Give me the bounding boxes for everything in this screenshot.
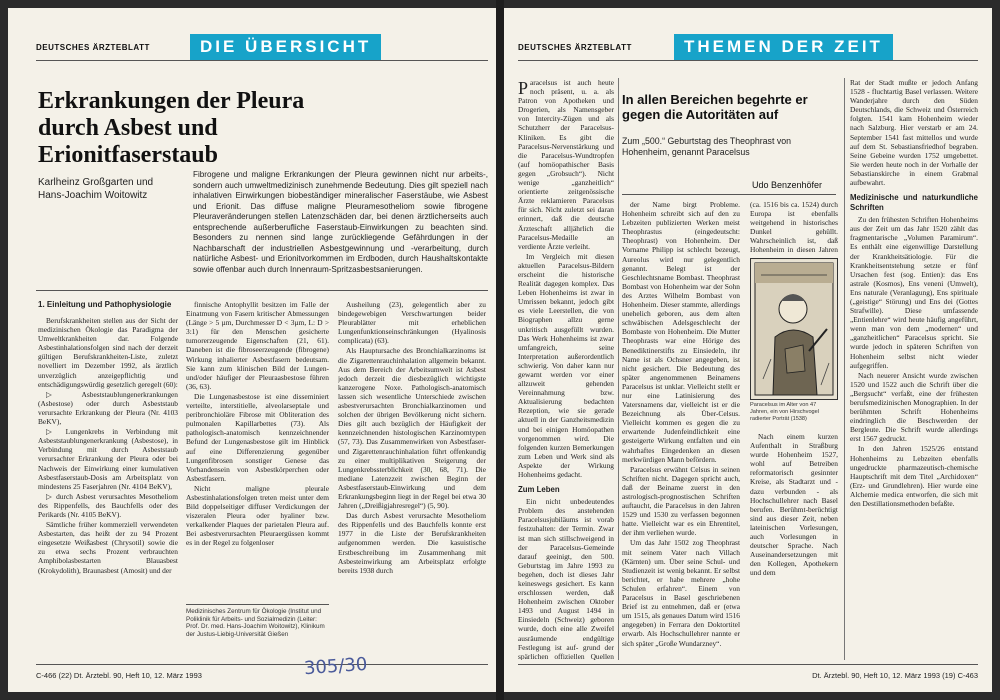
body-column-3 bbox=[338, 300, 486, 660]
body-paragraph: Das durch Asbest verursachte Mesotheliom des Rippenfells und des Bauchfells konnte erst 1977 in die Liste der Berufskrankheiten aufgenommen werden. Die kasuistische Erstbeschreibung im Zusammenhang mit Asbesteinwirkung am Arbeitsplatz erfolgte bereits 1938 durch bbox=[338, 511, 486, 575]
body-column-4 bbox=[850, 78, 978, 660]
section-banner: THEMEN DER ZEIT bbox=[674, 34, 893, 60]
portrait-illustration bbox=[751, 259, 837, 399]
body-column-2 bbox=[186, 300, 329, 598]
article-abstract: Fibrogene und maligne Erkrankungen der Pleura gewinnen nicht nur arbeits-, sondern auch umweltmedizinisch zunehmende Bedeutung. Dies gilt speziell nach inhalativen Einwirkungen biobeständiger mineralischer Faserstäube, wie Asbest und Erionit. Das diffuse maligne Pleuramesotheliom sowie fibrogene Pleuraveränderungen stellen Latenzschäden dar, bei denen ärztlicherseits auch entsprechende außerberufliche Faserstaub-Einwirkungen zu beachten sind. Besonders zu nennen sind lange zurückliegende Gefährdungen in der Nachbarschaft der industriellen Asbestgewinnung und -verarbeitung, durch natürliche Asbest- und Erionitvorkommen im Erdboden, durch Haushaltskontakte sowie offenbar auch durch Innenraum-Spritzasbestsanierungen. bbox=[193, 170, 488, 274]
body-column-2 bbox=[622, 200, 740, 660]
body-paragraph: Paracelsus erwähnt Celsus in seinen Schriften nicht. Dagegen spricht auch, daß der Beiname zuerst in den astrologisch-prognostischen Schriften auftaucht, die Paracelsus in den Jahren 1529 und 1530 zu verfassen begonnen hatte. Vielleicht war es ein Ehrentitel, der ihm verliehen wurde. bbox=[622, 464, 740, 538]
author-line: Hans-Joachim Woitowitz bbox=[38, 190, 148, 201]
page-gutter bbox=[496, 0, 504, 700]
body-paragraph: Ein nicht unbedeutendes Problem des anstehenden Paracelsusjubiläums ist vorab festzuhalten: der Termin. Zwar ist man sich stillschweigend in der Paracelsus-Gemeinde darauf geeinigt, den 500. Geburtstag im Jahre 1993 zu begehen, doch ist dieses Jahr keineswegs gesichert. Es kann erschlossen werden, daß Hohenheim zwischen Oktober 1493 und August 1494 in Einsiedeln (Schweiz) geboren wurde, doch eine alle Zweifel ausräumende endgültige Festlegung ist auf- grund der spärlichen offiziellen Quellen bbox=[518, 497, 614, 660]
body-paragraph: finnische Antophyllit besitzen im Falle der Einatmung von Fasern kritischer Abmessungen (Länge > 5 µm, Durchmesser D < 3µm, L: D > 3:1) für den Menschen gesicherte tumorerzeugende Eigenschaften (21, 61). Daneben ist die fibroseerzeugende (fibrogene) Wirkung inhalierter Asbestfasern bedeutsam. Sie kann zum klinischen Bild der Lungen- und/oder häufiger der Pleuraasbestose führen (36, 63). bbox=[186, 300, 329, 391]
body-paragraph: Rat der Stadt mußte er jedoch Anfang 1528 - fluchtartig Basel verlassen. Weitere Wanderjahre durch den Süden Deutschlands, die Schweiz und Österreich folgten. 1541 kam Hohenheim wieder nach Salzburg. Hier verstarb er am 24. September 1541 fast mittellos und wurde auf dem St. Sebastiansfriedhof begraben. Seine Gebeine wurden 1752 umgebettet. Sie werden heute noch in der Vorhalle der Sebastianskirche in einem Grabmal aufbewahrt. bbox=[850, 78, 978, 188]
body-paragraph: Berufskrankheiten stellen aus der Sicht der medizinischen Ökologie das Paradigma der Umweltkrankheiten dar. Folgende Asbestinhalationsfolgen sind nach der derzeit gültigen Berufskrankheiten-Liste, zuletzt novelliert im Dezember 1992, als ärztlich unverzüglich anzeigepflichtig und entschädigungswürdig gesetzlich geregelt (60): bbox=[38, 316, 178, 389]
footer-rule bbox=[518, 664, 978, 665]
column-divider bbox=[618, 78, 619, 660]
page-footer: Dt. Ärztebl. 90, Heft 10, 12. März 1993 (19) C-463 bbox=[812, 671, 978, 680]
header-rule bbox=[518, 60, 978, 61]
left-page bbox=[8, 8, 496, 692]
journal-name: DEUTSCHES ÄRZTEBLATT bbox=[518, 43, 632, 52]
body-paragraph: Als Hauptursache des Bronchialkarzinoms ist die Zigarettenrauchinhalation allgemein bekannt. Aus dem Bereich der Arbeitsumwelt ist Asbest jedoch derzeit die diesbezüglich wichtigste kanzerogene Noxe. Pathologisch-anatomisch lassen sich wesentliche Unterschiede zwischen asbestverursachten Bronchialkarzinomen und solchen der übrigen Bevölkerung nicht sichern. Dies gilt auch bezüglich der Häufigkeit der kennzeichnenden histologischen Karzinomtypen (57, 73). Das Zusammenwirken von Asbestfaser- und Zigarettenrauchinhalation führt offenkundig zu einer multiplikativen Steigerung der Lungenkrebssterblichkeit (30, 68, 71). Die mediane Latenzzeit zwischen Beginn der Asbestfaserstaub-Einwirkung und dem Erkrankungsbeginn liegt in der Regel bei etwa 30 Jahren („Dreißigjahresregel“) (5, 90). bbox=[338, 346, 486, 511]
section-banner: DIE ÜBERSICHT bbox=[190, 34, 381, 60]
paracelsus-portrait-image bbox=[750, 258, 838, 400]
article-author: Udo Benzenhöfer bbox=[752, 180, 823, 190]
body-paragraph: Im Vergleich mit diesen aktuellen Paracelsus-Bildern erscheint die historische Realität dagegen komplex. Das Leben Hohenheims ist zwar in Umrissen bekannt, jedoch gibt es viele Leerstellen, die von Biographen allzu gerne unkritisch ausgefüllt wurden. Das Werk Hohenheims ist zwar umfangreich, seine Interpretation außerordentlich schwierig. Von daher kann nur gewarnt werden vor einer allzuweit gehenden Vereinnahmung bzw. Aktualisierung bedachten Rezeption, wie sie gerade aktuell in der Ganzheitsmedizin und bei einigen Homöopathen vorgenommen wird. Die folgenden kurzen Bemerkungen zum Leben und Werk sind als Aspekte der Wirkung Hohenheims gedacht. bbox=[518, 251, 614, 480]
section-heading: Zum Leben bbox=[518, 485, 560, 495]
journal-name: DEUTSCHES ÄRZTEBLATT bbox=[36, 43, 150, 52]
paragraph-text: aracelsus ist auch heute noch präsent, u. a. als Patron von Apotheken und Drogerien, als Namensgeber von Intercity-Zügen und als Schutzherr der Paracelsus-Kliniken. Es gibt die Paracelsus-Nervenstärkung und die Paracelsus-Wundtropfen (auf homöopathischer Basis gegen „Grobsuch“). Nicht wenige „ganzheitlich“ orientierte zeitgenössische Ärzte reklamieren Paracelsus für sich. Nicht zuletzt sei daran erinnert, daß die deutsche Ärzteschaft alljährlich die Paracelsus-Medaille an verdiente Ärzte verleiht. bbox=[518, 78, 614, 251]
body-paragraph: Nach neuerer Ansicht wurde zwischen 1520 und 1522 auch die Schrift über die „Bergsucht“ verfaßt, eine der frühesten berufsmedizinischen Monographien. In der berühmten Schrift Hohenheims eindringlich die Beschwerden der Bergleute. Die Schrift wurde allerdings erst 1567 gedruckt. bbox=[850, 370, 978, 444]
footnote-rule bbox=[186, 604, 329, 605]
body-paragraph: Sämtliche früher kommerziell verwendeten Asbestarten, das heißt der zu 94 Prozent eingesetzte Weißasbest (Chrysotil) sowie die zu etwa sechs Prozent verbrauchten Amphibolasbestarten Blauasbest (Krokydolith), Braunasbest (Amosit) und der bbox=[38, 520, 178, 575]
author-affiliation: Medizinisches Zentrum für Ökologie (Institut und Poliklinik für Arbeits- und Sozialmedizin (Leiter: Prof. Dr. med. Hans-Joachim Woitowitz), Klinikum der Justus-Liebig-Universität Gießen bbox=[186, 608, 325, 638]
abstract-rule bbox=[36, 290, 488, 291]
drop-cap: P bbox=[518, 78, 529, 98]
body-column-1 bbox=[518, 78, 614, 660]
article-authors bbox=[38, 176, 188, 202]
body-paragraph: (ca. 1516 bis ca. 1524) durch Europa ist ebenfalls weitgehend in historisches Dunkel gehüllt. Wahrscheinlich ist, daß Hohenheim in diesen Jahren bbox=[750, 200, 838, 255]
header-rule bbox=[36, 60, 488, 61]
body-paragraph: Ausheilung (23), gelegentlich aber zu bindegewebigen Verschwartungen beider Pleurablätter mit erheblichen Lungenfunktionseinschränkungen (Hyalinosis complicata) (63). bbox=[338, 300, 486, 346]
body-paragraph: Um das Jahr 1502 zog Theophrast mit seinem Vater nach Villach (Kärnten) um. Über seine Schul- und Studienzeit ist wenig bekannt. Er selbst berichtet, er habe mehrere „hohe Schulen erfahren“. Einem von Paracelsus in Basel geschriebenen Brief ist zu entnehmen, daß er (etwa um 1515, als genaues Datum wird 1516 angegeben) in Ferrara den Doktortitel erwarb. Als Hochschullehrer nannte er sich später „Große Wundarzney“. bbox=[622, 538, 740, 648]
body-paragraph: Die Lungenasbestose ist eine disseminiert verteilte, interstitielle, alveolarseptale und peribronchioläre Fibrose mit Obliteration des pulmonalen Kapillarbettes (73). Als pathologisch-anatomisch kennzeichnender Befund der Lungenasbestose gilt im Hinblick auf eine Differenzierung gegenüber Lungenfibrosen sonstiger Genese das Vorhandensein von Asbestkörperchen oder Asbestfasern. bbox=[186, 391, 329, 483]
column-divider bbox=[844, 78, 845, 660]
body-column-1 bbox=[38, 300, 178, 660]
body-paragraph bbox=[518, 78, 614, 251]
byline-rule bbox=[622, 194, 836, 195]
body-paragraph: ▷ durch Asbest verursachtes Mesotheliom des Rippenfells, des Bauchfells oder des Perikards (Nr. 4105 BeKV). bbox=[38, 491, 178, 519]
right-page bbox=[504, 8, 992, 692]
author-line: Karlheinz Großgarten und bbox=[38, 177, 154, 188]
article-headline: In allen Bereichen begehrte er gegen die Autoritäten auf bbox=[622, 92, 808, 122]
page-footer: C-466 (22) Dt. Ärztebl. 90, Heft 10, 12. März 1993 bbox=[36, 671, 202, 680]
body-paragraph: der Name birgt Probleme. Hohenheim schreibt sich auf den zu Lebzeiten publizierten Werken meist Theophrastus (eingedeutscht: Theophrast) von Hohenheim. Der Vorname Philipp ist schlecht bezeugt, Aureolus wird nur gelegentlich genannt. Belegt ist der Geschlechtsname Bombast. Theophrast Bombast von Hohenheim war der Sohn des Arztes Wilhelm Bombast von Hohenheim. Dieser stammte, allerdings unehelich geboren, aus dem alten schwäbischen Adelsgeschlecht der Bombaste von Hohenheim. Die Mutter Theophrasts war eine Hörige des Benediktinerstifts zu Einsiedeln, ihr Name ist als Ochsner angegeben, ist nicht gesichert. Die Bedeutung des später angenommenen Beinamens Paracelsus ist unklar. Vielleicht stellt er nur eine Latinisierung des Vatersnamens dar, vielleicht ist er die Bezeichnung als Über-Celsus. Vielleicht kommen es gegen die zu erwartende Judenfeindlichkeit eine gesteigerte Wirkung entfalten und ein wahrhaftes Eingedenken an diesen merkwürdigen Mann befördern. bbox=[622, 200, 740, 464]
portrait-caption: Paracelsus im Alter von 47 Jahren, ein von Hirschvogel radierter Porträt (1538) bbox=[750, 402, 820, 422]
body-paragraph: ▷ Lungenkrebs in Verbindung mit Asbeststaublungenerkrankung (Asbestose), in Verbindung mit durch Asbeststaub verursachter Erkrankung der Pleura oder bei Nachweis der Einwirkung einer kumulativen Asbestfaserstaub-Dosis am Arbeitsplatz von mindestens 25 Faserjahren (Nr. 4104 BeKV), bbox=[38, 427, 178, 491]
footer-rule bbox=[36, 664, 488, 665]
body-paragraph: Zu den frühesten Schriften Hohenheims aus der Zeit um das Jahr 1520 zählt das fragmentarische „Volumen Paramirum“. Es enthält eine eigenwillige Darstellung der Krankheitsätiologie. Für die Krankheitsentstehung setzte er fünf Ursachen fest (sog. Entien): das Ens astrale (Kosmos), Ens veneni (Umwelt), Ens naturale (Veranlagung), Ens spirituale („geistige“ Störung) und Ens dei (Gottes Strafwille). Diese umfassende „Entienlehre“ wird heute häufig angeführt, wenn man von dem „modernen“ und „ganzheitlichen“ Paracelsus spricht. Sie wurde jedoch in späteren Schriften von Hohenheim selbst nicht wieder aufgegriffen. bbox=[850, 215, 978, 370]
section-heading: 1. Einleitung und Pathophysiologie bbox=[38, 300, 172, 309]
article-subheadline: Zum „500.“ Geburtstag des Theophrast von Hohenheim, genannt Paracelsus bbox=[622, 136, 792, 157]
body-paragraph: Nach einem kurzen Aufenthalt in Straßburg wurde Hohenheim 1527, wohl auf Betreiben reformatorisch gesinnter Kreise, als Stadtarzt und - dazu verbunden - als Hochschullehrer nach Basel berufen. Berühmt-berüchtigt sind aus dieser Zeit, neben lateinischen Vorlesungen, auch Vorlesungen in deutscher Sprache. Nach Auseinandersetzungen mit den Kollegen, Apothekern und dem bbox=[750, 432, 838, 578]
body-paragraph: ▷ Asbeststaublungenerkrankungen (Asbestose) oder durch Asbeststaub verursachte Erkrankung der Pleura (Nr. 4103 BeKV), bbox=[38, 389, 178, 427]
body-column-3-top bbox=[750, 200, 838, 256]
section-heading: Medizinische und naturkundliche Schriften bbox=[850, 193, 978, 213]
body-column-3 bbox=[750, 432, 838, 660]
body-paragraph: In den Jahren 1525/26 entstand Hohenheims zu Lebzeiten ebenfalls ungedruckte pharmazeutisch-chemische Hauptschrift mit dem Titel „Archidoxen“ (Erz- und Grundlehren). Hier wurde eine Alchemie medica entworfen, die sich mit den Destillationsmethoden befaßte. bbox=[850, 444, 978, 509]
body-paragraph: Nicht maligne pleurale Asbestinhalationsfolgen treten meist unter dem Bild doppelseitiger diffuser Verdickungen der viszeralen Pleura oder hyaliner bzw. verkalkender Plaques der parietalen Pleura auf. Bei asbestverursachten Pleuraergüssen kommt es in der Regel zu folgenloser bbox=[186, 483, 329, 548]
handwritten-archive-number: 305/30 bbox=[303, 653, 368, 680]
article-title: Erkrankungen der Pleura durch Asbest und Erionitfaserstaub bbox=[38, 88, 305, 168]
